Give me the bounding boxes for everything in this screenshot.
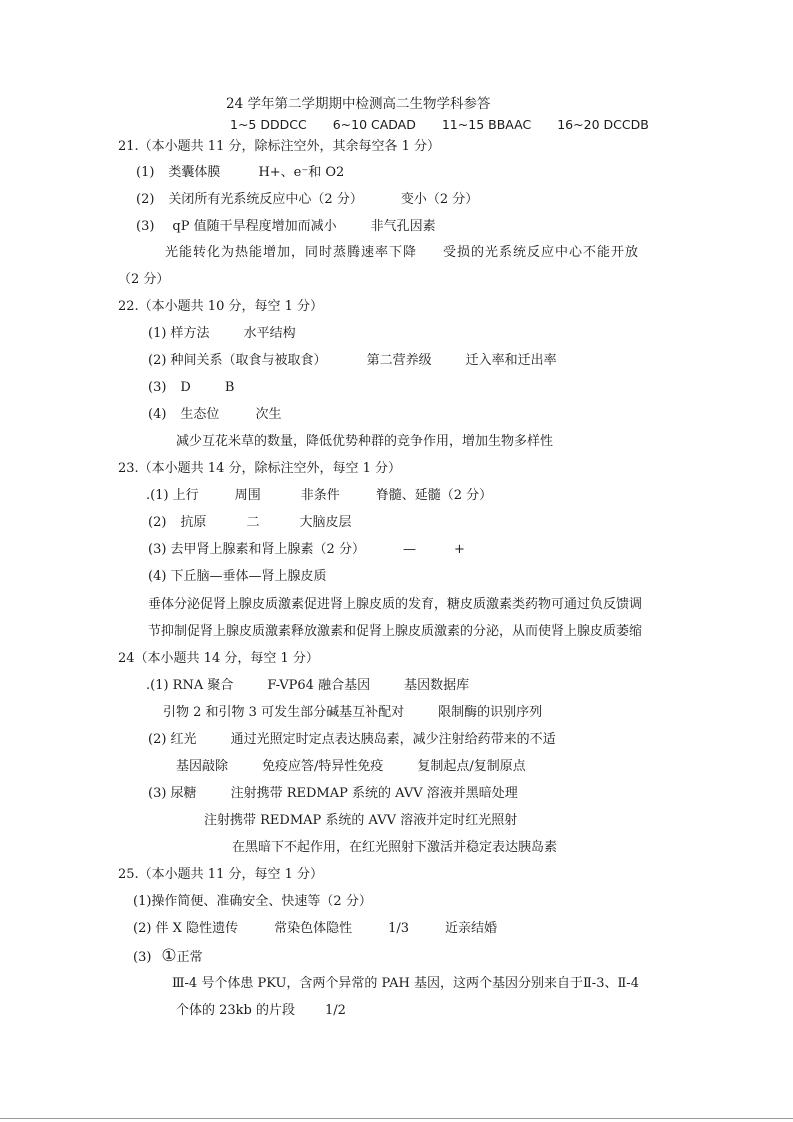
q22-line2: (2) 种间关系（取食与被取食） 第二营养级 迁入率和迁出率 [148, 353, 557, 368]
q22-line3: (3) D B [148, 380, 235, 395]
q24-line5: (3) 尿糖 注射携带 REDMAP 系统的 AVV 溶液并黑暗处理 [148, 786, 518, 801]
q23-line5: 垂体分泌促肾上腺皮质激素促进肾上腺皮质的发育，糖皮质激素类药物可通过负反馈调 [148, 597, 643, 612]
q23-line6: 节抑制促肾上腺皮质激素释放激素和促肾上腺皮质激素的分泌，从而使肾上腺皮质萎缩 [148, 624, 643, 639]
q25-line4: Ⅲ-4 号个体患 PKU，含两个异常的 PAH 基因，这两个基因分别来自于Ⅱ-3、Ⅱ-4 [172, 976, 639, 991]
q21-line4: 光能转化为热能增加，同时蒸腾速率下降 受损的光系统反应中心不能开放 [165, 245, 640, 260]
q25-line1: (1)操作简便、准确安全、快速等（2 分） [133, 894, 372, 909]
q23-line2: (2) 抗原 二 大脑皮层 [148, 515, 352, 530]
q21-line2: (2) 关闭所有光系统反应中心（2 分） 变小（2 分） [136, 192, 479, 207]
q24-line2: 引物 2 和引物 3 可发生部分碱基互补配对 限制酶的识别序列 [163, 705, 543, 720]
choice-key-11-15: 11~15 BBAAC [441, 117, 532, 132]
q25-line2: (2) 伴 X 隐性遗传 常染色体隐性 1/3 近亲结婚 [133, 921, 498, 936]
q21-line5: （2 分） [118, 272, 170, 287]
q23-line3: (3) 去甲肾上腺素和肾上腺素（2 分） — + [148, 542, 465, 557]
q23-header: 23.（本小题共 14 分，除标注空外，每空 1 分） [118, 461, 402, 476]
q22-header: 22.（本小题共 10 分，每空 1 分） [118, 299, 324, 314]
q22-line5: 减少互花米草的数量，降低优势种群的竞争作用，增加生物多样性 [176, 434, 554, 449]
page-title: 24 学年第二学期期中检测高二生物学科参答 [226, 96, 491, 112]
page-bottom-border [0, 1118, 793, 1119]
choice-key-16-20: 16~20 DCCDB [557, 117, 649, 132]
choice-key-6-10: 6~10 CADAD [332, 117, 416, 132]
q21-line1: (1) 类囊体膜 H+、e⁻和 O2 [136, 165, 345, 180]
q25-line3: (3) ①正常 [133, 946, 203, 966]
q22-line1: (1) 样方法 水平结构 [148, 326, 296, 341]
q21-header: 21.（本小题共 11 分，除标注空外，其余每空各 1 分） [118, 139, 441, 154]
q25-line5: 个体的 23kb 的片段 1/2 [176, 1003, 346, 1018]
q24-line4: 基因敲除 免疫应答/特异性免疫 复制起点/复制原点 [176, 759, 526, 774]
q24-line3: (2) 红光 通过光照定时定点表达胰岛素，减少注射给药带来的不适 [148, 732, 556, 747]
q24-line1: .(1) RNA 聚合 F-VP64 融合基因 基因数据库 [146, 678, 470, 693]
q24-line6: 注射携带 REDMAP 系统的 AVV 溶液并定时红光照射 [204, 813, 518, 828]
q22-line4: (4) 生态位 次生 [148, 407, 282, 422]
choice-key-1-5: 1~5 DDDCC [230, 117, 307, 132]
q24-line7: 在黑暗下不起作用，在红光照射下激活并稳定表达胰岛素 [232, 840, 558, 855]
q23-line1: .(1) 上行 周围 非条件 脊髓、延髓（2 分） [146, 488, 493, 503]
choice-answer-keys [230, 116, 649, 134]
q24-header: 24（本小题共 14 分，每空 1 分） [118, 651, 319, 666]
q23-line4: (4) 下丘脑—垂体—肾上腺皮质 [148, 569, 327, 584]
q21-line3: (3) qP 值随干旱程度增加而减小 非气孔因素 [136, 219, 436, 234]
q25-header: 25.（本小题共 11 分，每空 1 分） [118, 867, 324, 882]
